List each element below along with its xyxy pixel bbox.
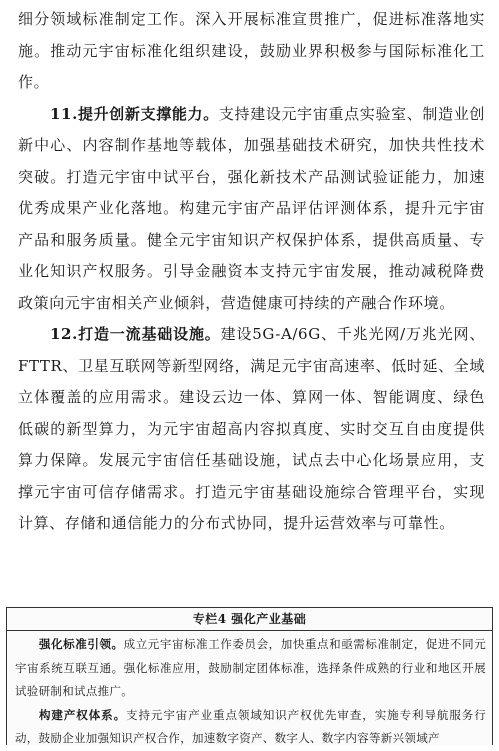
section-12-heading: 12.打造一流基础设施。	[50, 325, 221, 343]
box-body	[7, 631, 492, 751]
box-title: 专栏4 强化产业基础	[7, 608, 492, 631]
box-item-2-heading: 构建产权体系。	[39, 707, 127, 722]
box-item-1-body: 成立元宇宙标准工作委员会，加快重点和亟需标准制定，促进不同元宇宙系统互联互通。强化标准应用，鼓励制定团体标准，选择条件成熟的行业和地区开展试验研制和试点推广。	[15, 637, 486, 698]
section-12-paragraph	[18, 319, 485, 540]
section-11-heading: 11.提升创新支撑能力。	[50, 104, 219, 123]
box-item-1	[15, 633, 486, 704]
box-item-2	[15, 704, 486, 751]
sidebar-box	[6, 607, 493, 745]
box-item-1-heading: 强化标准引领。	[39, 637, 124, 651]
section-11-body: 支持建设元宇宙重点实验室、制造业创新中心、内容制作基地等载体，加强基础技术研究，加快共性技术突破。打造元宇宙中试平台，强化新技术产品测试验证能力，加速优秀成果产业化落地。构建元宇宙产品评估评测体系，提升元宇宙产品和服务质量。健全元宇宙知识产权保护体系，提供高质量、专业化知识产权服务。引导金融资本支持元宇宙发展，推动减税降费政策向元宇宙相关产业倾斜，营造健康可持续的产融合作环境。	[18, 104, 485, 312]
intro-paragraph: 细分领域标准制定工作。深入开展标准宣贯推广，促进标准落地实施。推动元宇宙标准化组织建设，鼓励业界积极参与国际标准化工作。	[18, 10, 485, 91]
box-item-2-body: 支持元宇宙产业重点领域知识产权优先审查，实施专利导航服务行动，鼓励企业加强知识产权合作，加速数字资产、数字人、数字内容等新兴领域产	[15, 707, 486, 745]
section-11-paragraph	[18, 99, 485, 320]
section-12-body: 建设5G-A/6G、千兆光网/万兆光网、FTTR、卫星互联网等新型网络，满足元宇宙高速率、低时延、全域立体覆盖的应用需求。建设云边一体、算网一体、智能调度、绿色低碳的新型算力，为元宇宙超高内容拟真度、实时交互自由度提供算力保障。发展元宇宙信任基础设施，试点去中心化场景应用，支撑元宇宙可信存储需求。打造元宇宙基础设施综合管理平台，实现计算、存储和通信能力的分布式协同，提升运营效率与可靠性。	[18, 325, 485, 532]
